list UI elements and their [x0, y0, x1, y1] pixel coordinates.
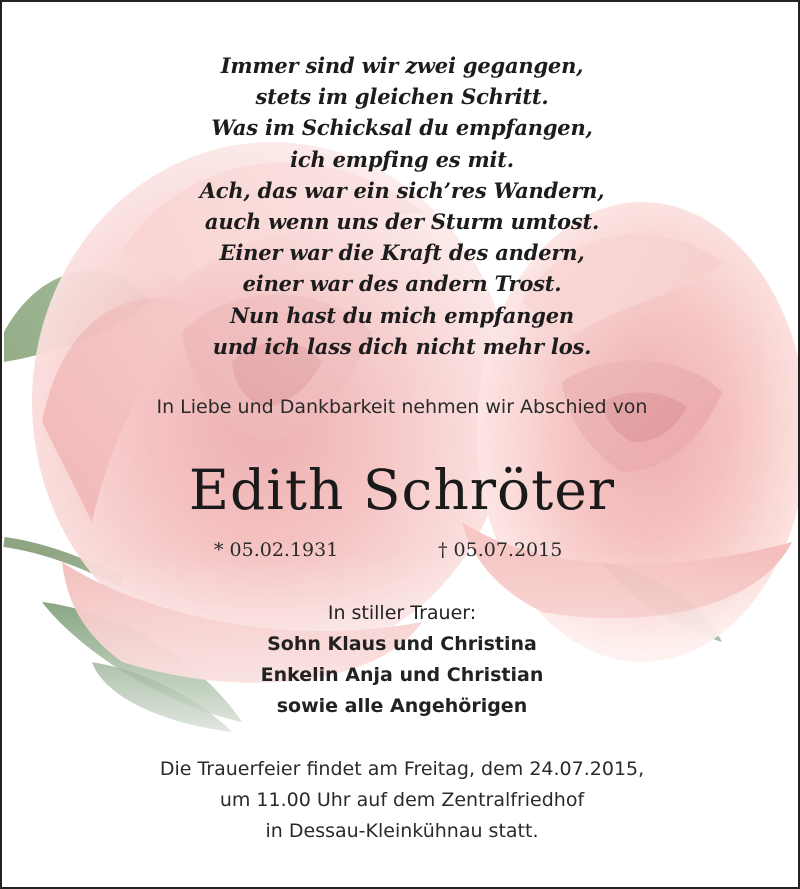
poem-line: einer war des andern Trost.: [242, 271, 562, 297]
poem-line: Immer sind wir zwei gegangen,: [220, 53, 584, 78]
funeral-line: um 11.00 Uhr auf dem Zentralfriedhof: [219, 789, 585, 811]
poem-verse: [2, 50, 800, 362]
funeral-line: Die Trauerfeier findet am Freitag, dem 24.07.2015,: [159, 758, 645, 780]
poem-line: Nun hast du mich empfangen: [230, 302, 574, 328]
mourner-entry: sowie alle Angehörigen: [276, 695, 528, 717]
poem-line: Einer war die Kraft des andern,: [219, 240, 585, 266]
funeral-details: [2, 754, 800, 847]
birth-date: * 05.02.1931: [214, 539, 339, 561]
life-dates: [2, 537, 800, 563]
mourners-list: [2, 629, 800, 722]
mourning-heading: In stiller Trauer:: [327, 602, 477, 624]
funeral-line: in Dessau-Kleinkühnau statt.: [265, 820, 539, 842]
poem-line: ich empfing es mit.: [290, 146, 514, 172]
poem-line: Ach, das war ein sich’res Wandern,: [199, 177, 605, 203]
poem-line: stets im gleichen Schritt.: [255, 84, 549, 110]
farewell-intro: In Liebe und Dankbarkeit nehmen wir Abschied von: [156, 396, 648, 418]
mourner-entry: Enkelin Anja und Christian: [260, 664, 544, 686]
death-date: † 05.07.2015: [438, 539, 563, 561]
mourner-entry: Sohn Klaus und Christina: [267, 633, 537, 655]
poem-line: und ich lass dich nicht mehr los.: [212, 333, 592, 359]
notice-text: [2, 2, 800, 889]
poem-line: Was im Schicksal du empfangen,: [211, 115, 593, 141]
deceased-name: Edith Schröter: [188, 458, 616, 522]
poem-line: auch wenn uns der Sturm umtost.: [204, 209, 600, 235]
mourning-block: [2, 598, 800, 722]
